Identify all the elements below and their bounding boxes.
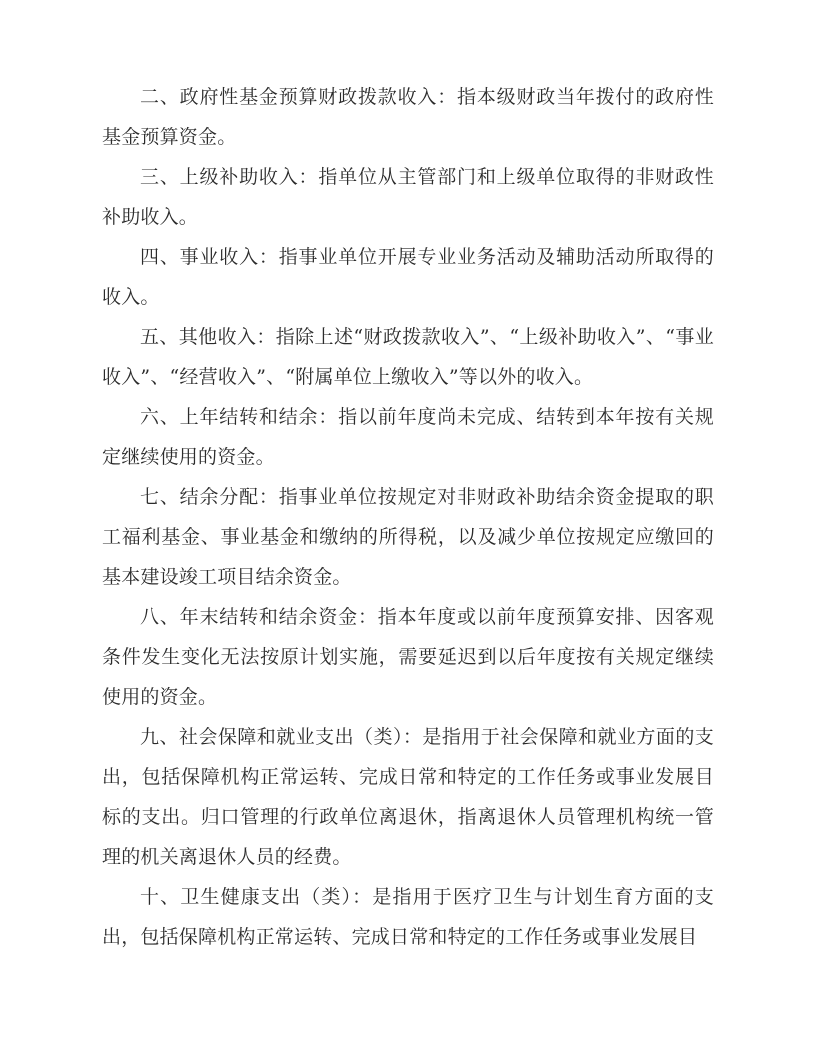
definition-paragraph: 二、政府性基金预算财政拨款收入：指本级财政当年拨付的政府性基金预算资金。 <box>102 86 714 148</box>
definition-paragraph: 四、事业收入：指事业单位开展专业业务活动及辅助活动所取得的收入。 <box>102 246 714 308</box>
definition-paragraph: 三、上级补助收入：指单位从主管部门和上级单位取得的非财政性补助收入。 <box>102 166 714 228</box>
definition-paragraph: 九、社会保障和就业支出（类）：是指用于社会保障和就业方面的支出，包括保障机构正常运转、完成日常和特定的工作任务或事业发展目标的支出。归口管理的行政单位离退休，指离退休人员管理机构统一管理的机关离退休人员的经费。 <box>102 726 714 868</box>
definition-paragraph: 五、其他收入：指除上述“财政拨款收入”、“上级补助收入”、“事业收入”、“经营收入”、“附属单位上缴收入”等以外的收入。 <box>102 326 714 388</box>
definition-paragraph: 十、卫生健康支出（类）：是指用于医疗卫生与计划生育方面的支出，包括保障机构正常运转、完成日常和特定的工作任务或事业发展目 <box>102 886 714 948</box>
definition-paragraph: 六、上年结转和结余：指以前年度尚未完成、结转到本年按有关规定继续使用的资金。 <box>102 406 714 468</box>
document-body <box>102 77 714 957</box>
definition-paragraph: 七、结余分配：指事业单位按规定对非财政补助结余资金提取的职工福利基金、事业基金和缴纳的所得税，以及减少单位按规定应缴回的基本建设竣工项目结余资金。 <box>102 486 714 588</box>
definition-paragraph: 八、年末结转和结余资金：指本年度或以前年度预算安排、因客观条件发生变化无法按原计划实施，需要延迟到以后年度按有关规定继续使用的资金。 <box>102 606 714 708</box>
